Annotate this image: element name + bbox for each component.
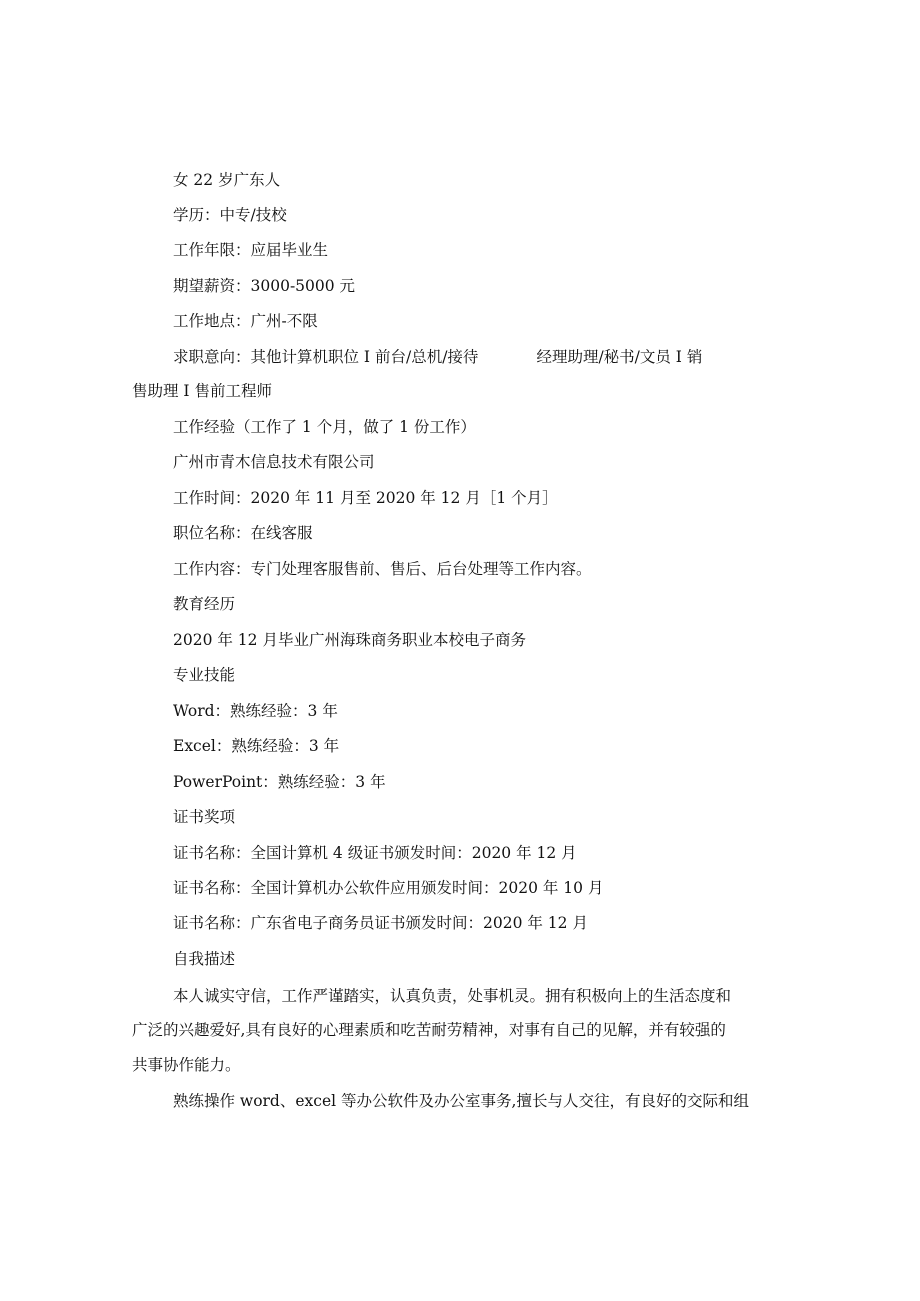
certificates-heading: 证书奖项 [173, 808, 236, 826]
work-period: 工作时间：2020 年 11 月至 2020 年 12 月［1 个月］ [173, 489, 558, 507]
work-location: 工作地点：广州-不限 [173, 312, 318, 330]
certificate-item: 证书名称：广东省电子商务员证书颁发时间：2020 年 12 月 [173, 914, 588, 932]
self-description-line: 广泛的兴趣爱好,具有良好的心理素质和吃苦耐劳精神，对事有自己的见解，并有较强的 [132, 1021, 726, 1039]
self-description-line: 熟练操作 word、excel 等办公软件及办公室事务,擅长与人交往，有良好的交际和组 [173, 1092, 749, 1110]
work-duties: 工作内容：专门处理客服售前、售后、后台处理等工作内容。 [173, 560, 592, 578]
job-intention-part-1: 求职意向：其他计算机职位 I 前台/总机/接待 [173, 348, 479, 366]
certificate-item: 证书名称：全国计算机 4 级证书颁发时间：2020 年 12 月 [173, 844, 577, 862]
skills-heading: 专业技能 [173, 666, 236, 684]
basic-info: 女 22 岁广东人 [173, 171, 281, 189]
self-description-line: 共事协作能力。 [132, 1056, 241, 1074]
expected-salary: 期望薪资：3000-5000 元 [173, 277, 356, 295]
work-years: 工作年限：应届毕业生 [173, 241, 329, 259]
company-name: 广州市青木信息技术有限公司 [173, 453, 375, 471]
work-experience-heading: 工作经验（工作了 1 个月，做了 1 份工作） [173, 418, 476, 436]
self-description-heading: 自我描述 [173, 950, 236, 968]
skill-item: Excel：熟练经验：3 年 [173, 737, 340, 755]
job-intention-part-2: 经理助理/秘书/文员 I 销 [536, 348, 703, 366]
job-intention-continued: 售助理 I 售前工程师 [132, 382, 272, 400]
position-title: 职位名称：在线客服 [173, 524, 313, 542]
self-description-line: 本人诚实守信，工作严谨踏实，认真负责，处事机灵。拥有积极向上的生活态度和 [173, 987, 732, 1005]
education-heading: 教育经历 [173, 595, 236, 613]
education-level: 学历：中专/技校 [173, 206, 287, 224]
education-entry: 2020 年 12 月毕业广州海珠商务职业本校电子商务 [173, 631, 526, 649]
skill-item: PowerPoint：熟练经验：3 年 [173, 773, 386, 791]
job-intention [173, 347, 702, 367]
skill-item: Word：熟练经验：3 年 [173, 702, 338, 720]
certificate-item: 证书名称：全国计算机办公软件应用颁发时间：2020 年 10 月 [173, 879, 604, 897]
